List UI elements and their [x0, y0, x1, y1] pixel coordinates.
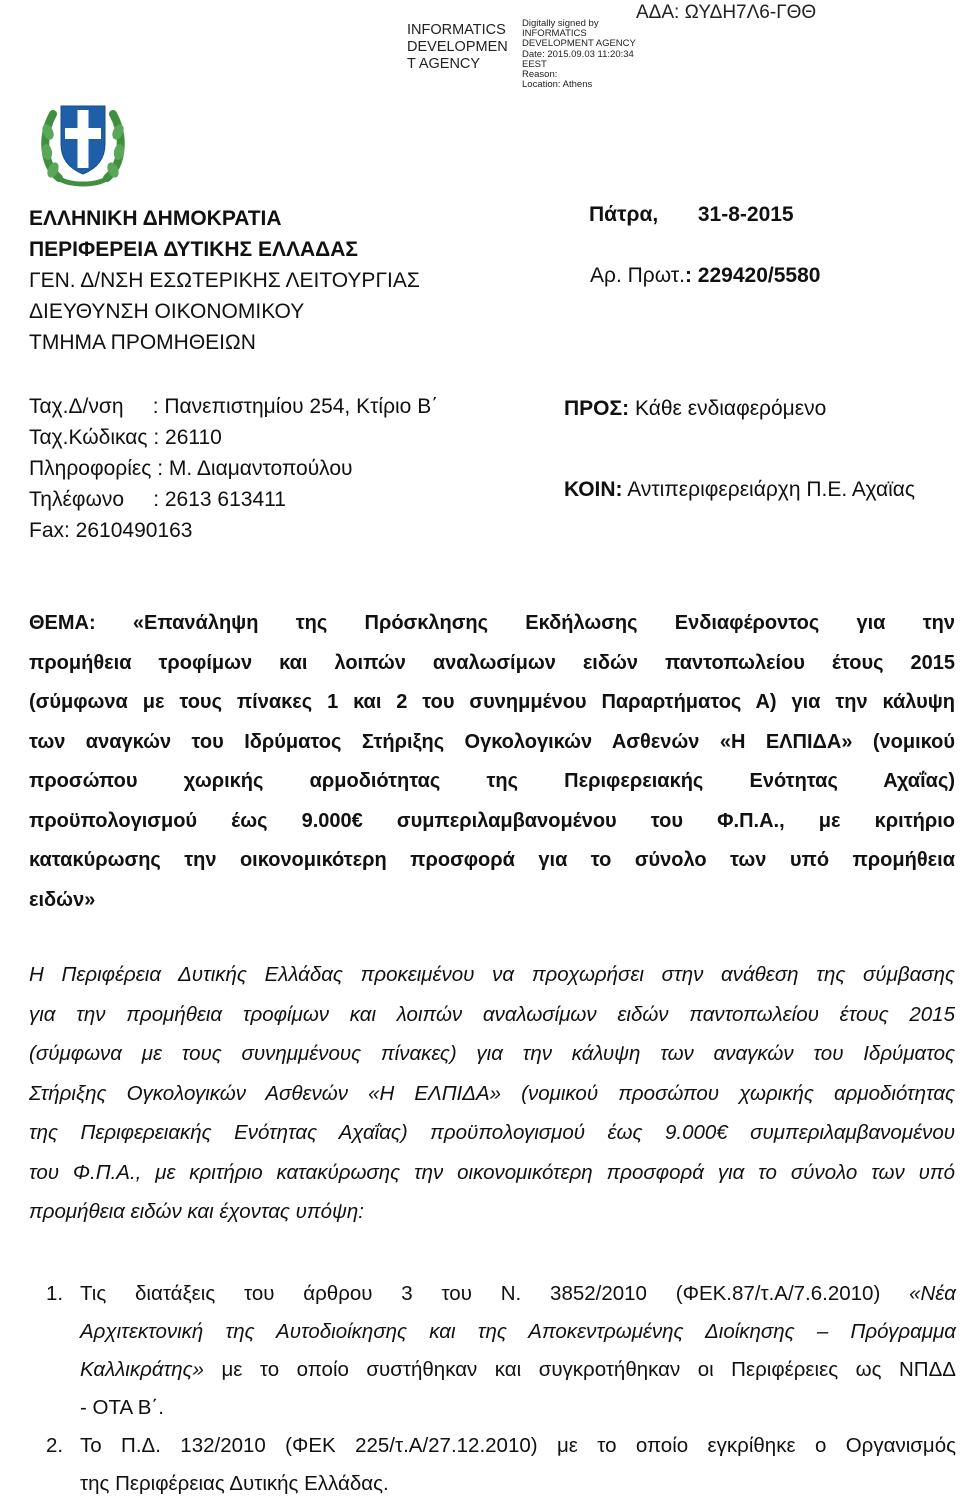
body-line: του Φ.Π.Α., με κριτήριο κατακύρωσης την οικονομικότερη προσφορά για το σύνολο των υπό	[29, 1160, 955, 1184]
subject-line: κατακύρωσης την οικονομικότερη προσφορά για το σύνολο των υπό προμήθεια	[29, 849, 955, 871]
greek-emblem-icon	[37, 90, 129, 190]
signature-detail-line: Location: Athens	[522, 79, 593, 91]
recipient	[564, 397, 826, 421]
body-line: (σύμφωνα με τους συνημμένους πίνακες) για την κάλυψη των αναγκών του Ιδρύματος	[29, 1042, 955, 1065]
signature-detail-line: Date: 2015.09.03 11:20:34	[522, 48, 634, 60]
contact-fax	[29, 515, 438, 546]
contact-label: Fax	[29, 519, 65, 542]
header-line-region: ΠΕΡΙΦΕΡΕΙΑ ΔΥΤΙΚΗΣ ΕΛΛΑΔΑΣ	[29, 238, 358, 261]
contact-postcode	[29, 422, 438, 453]
cc-label: ΚΟΙΝ:	[564, 478, 623, 501]
body-paragraph	[29, 955, 955, 1232]
contact-phone	[29, 484, 438, 515]
contact-label: Τηλέφωνο	[29, 488, 154, 511]
header-line-department: ΤΜΗΜΑ ΠΡΟΜΗΘΕΙΩΝ	[29, 331, 256, 354]
list-item-line: Το Π.Δ. 132/2010 (ΦΕΚ 225/τ.Α/27.12.2010) με το οποίο εγκρίθηκε ο Οργανισμός	[80, 1434, 956, 1457]
signature-name-line: T AGENCY	[407, 56, 481, 72]
cc-recipient	[564, 478, 915, 502]
list-item-number: 2.	[46, 1434, 64, 1457]
body-line: για την προμήθεια τροφίμων και λοιπών αναλωσίμων ειδών παντοπωλείου έτους 2015	[29, 1002, 955, 1026]
subject-line: (σύμφωνα με τους πίνακες 1 και 2 του συνημμένου Παραρτήματος Α) για την κάλυψη	[29, 691, 955, 713]
list-item-line	[80, 1351, 956, 1389]
authority-header	[29, 203, 420, 358]
signature-name-line: DEVELOPMEN	[407, 39, 508, 55]
recipient-label: ΠΡΟΣ:	[564, 397, 630, 420]
list-item-number: 1.	[46, 1282, 64, 1305]
protocol-number	[590, 264, 820, 288]
contact-value: : 26110	[153, 426, 222, 449]
list-item-line: - ΟΤΑ Β΄.	[80, 1396, 164, 1419]
header-line-country: ΕΛΛΗΝΙΚΗ ΔΗΜΟΚΡΑΤΙΑ	[29, 207, 282, 230]
list-item	[46, 1275, 956, 1427]
subject-line: προϋπολογισμού έως 9.000€ συμπεριλαμβανομένου του Φ.Π.Α., με κριτήριο	[29, 809, 955, 832]
contact-label: Ταχ.Κώδικας	[29, 426, 154, 449]
header-line-division: ΔΙΕΥΘΥΝΣΗ ΟΙΚΟΝΟΜΙΚΟΥ	[29, 300, 305, 323]
considerations-list	[46, 1275, 956, 1503]
recipient-value: Κάθε ενδιαφερόμενο	[634, 397, 827, 420]
contact-value: : Πανεπιστημίου 254, Κτίριο Β΄	[152, 395, 439, 418]
signature-name	[407, 22, 508, 73]
cc-value: Αντιπεριφερειάρχη Π.Ε. Αχαϊας	[627, 478, 916, 501]
subject-line: ειδών»	[29, 888, 96, 911]
list-item	[46, 1427, 956, 1503]
signature-detail-line: INFORMATICS	[522, 28, 587, 40]
date: 31-8-2015	[697, 203, 794, 226]
body-line: προμήθεια ειδών και έχοντας υπόψη:	[29, 1200, 364, 1223]
contact-info	[29, 391, 438, 546]
body-line: Στήριξης Ογκολογικών Ασθενών «Η ΕΛΠΙΔΑ» (νομικού προσώπου χωρικής αρμοδιότητας	[29, 1081, 955, 1105]
contact-value: : 2613 613411	[153, 488, 286, 511]
subject-line: προμήθεια τροφίμων και λοιπών αναλωσίμων ειδών παντοπωλείου έτους 2015	[29, 651, 955, 674]
contact-label: Πληροφορίες	[29, 457, 158, 480]
list-text: Τις διατάξεις του άρθρου 3 του Ν. 3852/2010 (ΦΕΚ.87/τ.Α/7.6.2010)	[80, 1282, 910, 1305]
contact-label: Ταχ.Δ/νση	[29, 395, 153, 418]
place: Πάτρα,	[589, 203, 659, 226]
signature-name-line: INFORMATICS	[407, 22, 506, 38]
list-item-line: Αρχιτεκτονική της Αυτοδιοίκησης και της Αποκεντρωμένης Διοίκησης – Πρόγραμμα	[80, 1320, 956, 1343]
signature-detail-line: DEVELOPMENT AGENCY	[522, 38, 636, 50]
subject-line: ΘΕΜΑ: «Επανάληψη της Πρόσκλησης Εκδήλωσης Ενδιαφέροντος για την	[29, 612, 955, 634]
contact-value: : 2610490163	[64, 519, 193, 542]
body-line: της Περιφερειακής Ενότητας Αχαΐας) προϋπολογισμού έως 9.000€ συμπεριλαμβανομένου	[29, 1121, 955, 1144]
contact-information	[29, 453, 438, 484]
contact-address	[29, 391, 438, 422]
subject-line: προσώπου χωρικής αρμοδιότητας της Περιφερειακής Ενότητας Αχαΐας)	[29, 770, 955, 792]
contact-value: : Μ. Διαμαντοπούλου	[157, 457, 353, 480]
signature-detail-line: Reason:	[522, 69, 558, 81]
place-date	[589, 203, 794, 227]
list-item-line	[80, 1275, 956, 1313]
subject-line: των αναγκών του Ιδρύματος Στήριξης Ογκολογικών Ασθενών «Η ΕΛΠΙΔΑ» (νομικού	[29, 730, 955, 753]
header-line-directorate: ΓΕΝ. Δ/ΝΣΗ ΕΣΩΤΕΡΙΚΗΣ ΛΕΙΤΟΥΡΓΙΑΣ	[29, 269, 420, 292]
ada-code: ΑΔΑ: ΩΥΔΗ7Λ6-ΓΘΘ	[636, 2, 817, 23]
protocol-value: : 229420/5580	[684, 264, 821, 287]
body-line: Η Περιφέρεια Δυτικής Ελλάδας προκειμένου να προχωρήσει στην ανάθεση της σύμβασης	[29, 963, 955, 986]
signature-detail-line: EEST	[522, 58, 547, 70]
subject-block	[29, 604, 955, 920]
list-item-line: της Περιφέρειας Δυτικής Ελλάδας.	[80, 1472, 389, 1495]
protocol-label: Αρ. Πρωτ.	[590, 264, 685, 287]
signature-detail-line: Digitally signed by	[522, 18, 599, 29]
list-text-italic: «Νέα	[909, 1282, 956, 1305]
list-text: με το οποίο συστήθηκαν και συγκροτήθηκαν οι Περιφέρειες ως ΝΠΔΔ	[203, 1358, 956, 1381]
signature-details	[522, 19, 636, 90]
list-text-italic: Καλλικράτης»	[80, 1358, 204, 1381]
